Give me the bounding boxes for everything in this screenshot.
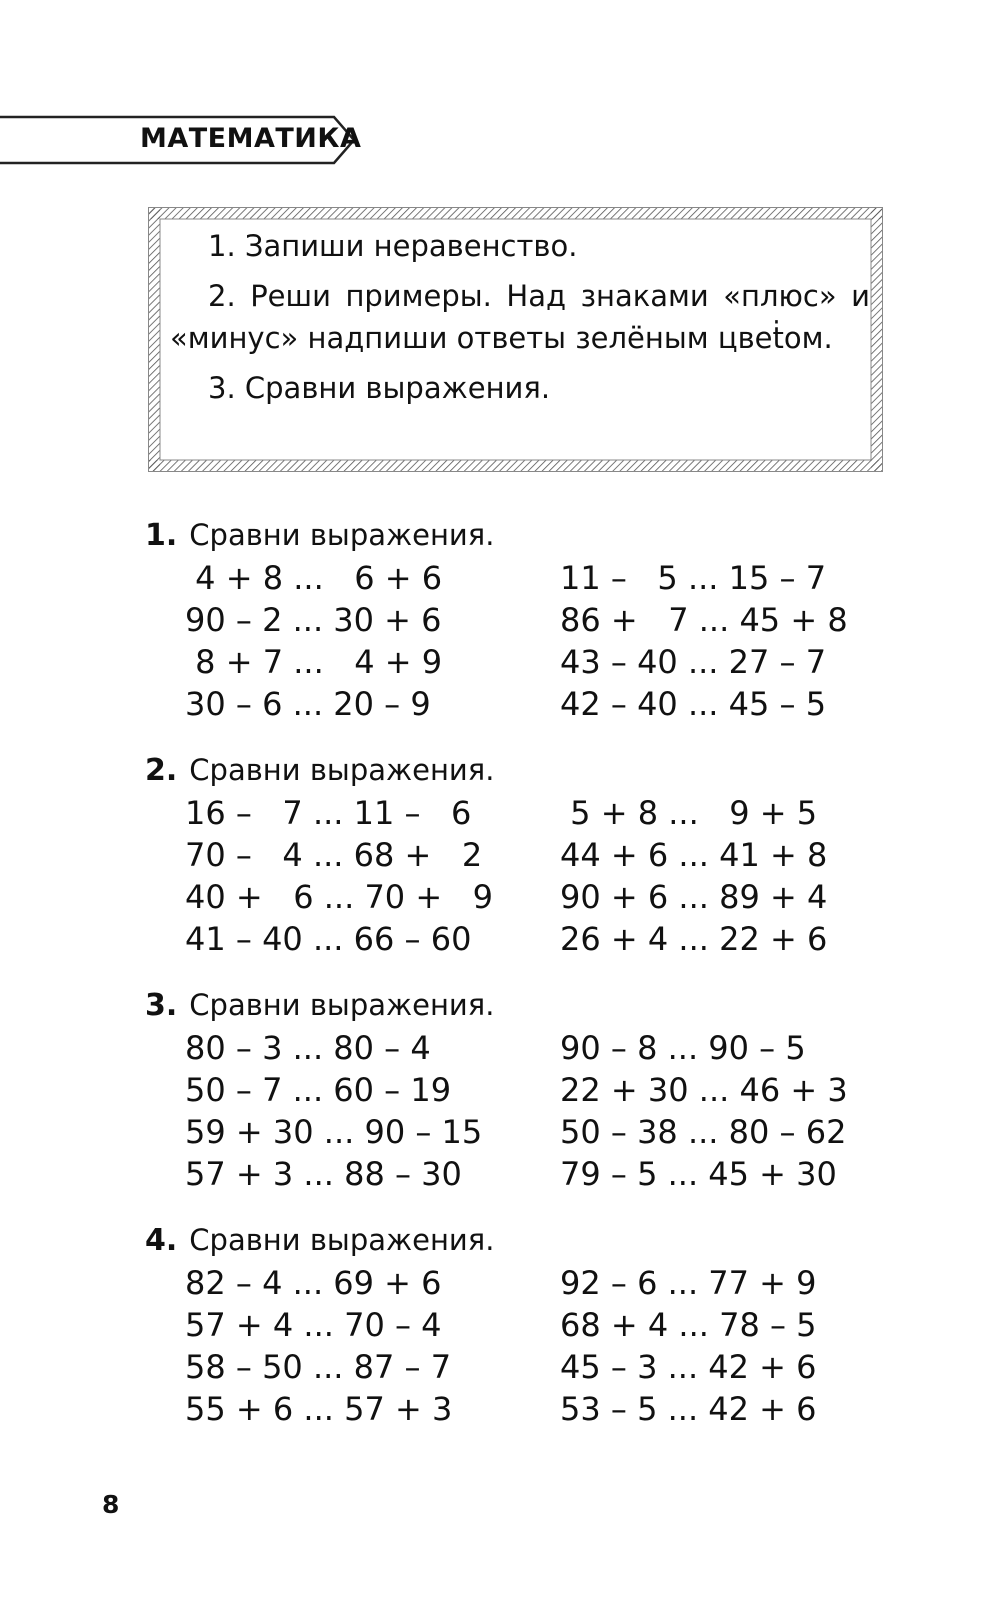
expression-left: 8 + 7 ... 4 + 9 bbox=[185, 643, 443, 681]
expression-right: 43 – 40 ... 27 – 7 bbox=[560, 643, 827, 681]
expression-right: 79 – 5 ... 45 + 30 bbox=[560, 1155, 837, 1193]
expression-left: 57 + 4 ... 70 – 4 bbox=[185, 1306, 442, 1344]
expression-left: 80 – 3 ... 80 – 4 bbox=[185, 1029, 431, 1067]
task-title: Сравни выражения. bbox=[189, 1223, 495, 1257]
expression-right: 26 + 4 ... 22 + 6 bbox=[560, 920, 828, 958]
expression-right: 68 + 4 ... 78 – 5 bbox=[560, 1306, 817, 1344]
task-heading bbox=[145, 748, 905, 792]
page-number: 8 bbox=[102, 1490, 120, 1519]
task-expressions bbox=[185, 792, 905, 960]
instruction-text bbox=[170, 225, 870, 417]
task-heading bbox=[145, 983, 905, 1027]
expression-left: 40 + 6 ... 70 + 9 bbox=[185, 878, 494, 916]
expression-left: 57 + 3 ... 88 – 30 bbox=[185, 1155, 462, 1193]
expression-left: 70 – 4 ... 68 + 2 bbox=[185, 836, 483, 874]
expression-right: 5 + 8 ... 9 + 5 bbox=[560, 794, 818, 832]
task-heading bbox=[145, 1218, 905, 1262]
expression-right: 86 + 7 ... 45 + 8 bbox=[560, 601, 848, 639]
expression-right: 90 – 8 ... 90 – 5 bbox=[560, 1029, 806, 1067]
task-heading bbox=[145, 513, 905, 557]
expression-right: 22 + 30 ... 46 + 3 bbox=[560, 1071, 848, 1109]
task-2 bbox=[145, 748, 905, 960]
expression-right: 53 – 5 ... 42 + 6 bbox=[560, 1390, 817, 1428]
expression-right: 92 – 6 ... 77 + 9 bbox=[560, 1264, 817, 1302]
expression-left: 16 – 7 ... 11 – 6 bbox=[185, 794, 472, 832]
expression-left: 59 + 30 ... 90 – 15 bbox=[185, 1113, 483, 1151]
instruction-3: 3. Сравни выражения. bbox=[208, 371, 551, 405]
expression-left: 4 + 8 ... 6 + 6 bbox=[185, 559, 443, 597]
task-expressions bbox=[185, 1262, 905, 1430]
task-number: 1. bbox=[145, 518, 178, 553]
expression-right: 90 + 6 ... 89 + 4 bbox=[560, 878, 828, 916]
task-number: 4. bbox=[145, 1223, 178, 1258]
expression-left: 50 – 7 ... 60 – 19 bbox=[185, 1071, 452, 1109]
task-title: Сравни выражения. bbox=[189, 518, 495, 552]
expression-left: 90 – 2 ... 30 + 6 bbox=[185, 601, 442, 639]
expression-right: 45 – 3 ... 42 + 6 bbox=[560, 1348, 817, 1386]
expression-left: 82 – 4 ... 69 + 6 bbox=[185, 1264, 442, 1302]
expression-right: 11 – 5 ... 15 – 7 bbox=[560, 559, 827, 597]
task-expressions bbox=[185, 557, 905, 725]
task-number: 3. bbox=[145, 988, 178, 1023]
expression-left: 58 – 50 ... 87 – 7 bbox=[185, 1348, 452, 1386]
task-expressions bbox=[185, 1027, 905, 1195]
instruction-2: 2. Реши примеры. Над знаками «плюс» и «минус» надпиши ответы зелёным цвеṫом. bbox=[170, 279, 870, 355]
task-1 bbox=[145, 513, 905, 725]
task-4 bbox=[145, 1218, 905, 1430]
instruction-1: 1. Запиши неравенство. bbox=[208, 229, 578, 263]
section-title: МАТЕМАТИКА bbox=[140, 123, 362, 154]
expression-left: 41 – 40 ... 66 – 60 bbox=[185, 920, 472, 958]
expression-left: 30 – 6 ... 20 – 9 bbox=[185, 685, 431, 723]
expression-right: 44 + 6 ... 41 + 8 bbox=[560, 836, 828, 874]
expression-right: 42 – 40 ... 45 – 5 bbox=[560, 685, 827, 723]
expression-right: 50 – 38 ... 80 – 62 bbox=[560, 1113, 847, 1151]
task-title: Сравни выражения. bbox=[189, 988, 495, 1022]
task-3 bbox=[145, 983, 905, 1195]
expression-left: 55 + 6 ... 57 + 3 bbox=[185, 1390, 453, 1428]
task-title: Сравни выражения. bbox=[189, 753, 495, 787]
task-number: 2. bbox=[145, 753, 178, 788]
